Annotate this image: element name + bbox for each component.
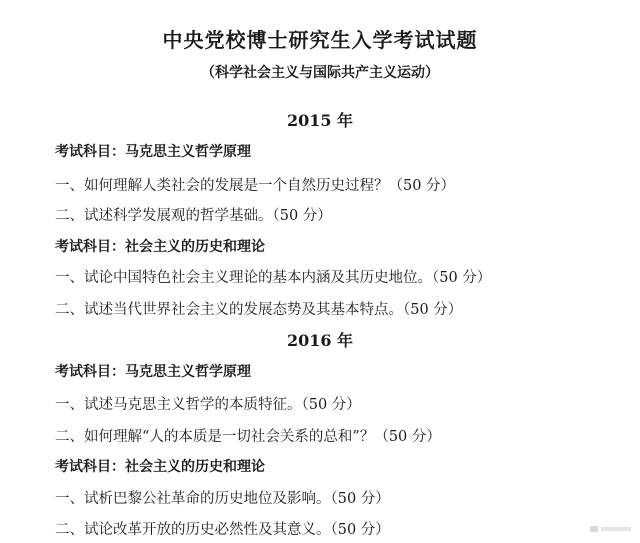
question-item: 二、试述当代世界社会主义的发展态势及其基本特点。（50 分） [55, 302, 463, 318]
document-subtitle: （科学社会主义与国际共产主义运动） [201, 65, 439, 81]
subject-heading: 考试科目：马克思主义哲学原理 [55, 364, 251, 380]
question-item: 二、如何理解“人的本质是一切社会关系的总和”？（50 分） [55, 429, 441, 445]
year-heading-2015: 2015 年 [286, 111, 354, 130]
subject-heading: 考试科目：社会主义的历史和理论 [55, 459, 265, 475]
question-item: 二、试述科学发展观的哲学基础。（50 分） [55, 208, 332, 224]
question-item: 二、试论改革开放的历史必然性及其意义。（50 分） [55, 522, 390, 538]
subject-heading: 考试科目：社会主义的历史和理论 [55, 239, 265, 255]
watermark-mark [590, 523, 632, 535]
document-title: 中央党校博士研究生入学考试试题 [162, 28, 478, 52]
question-item: 一、试论中国特色社会主义理论的基本内涵及其历史地位。（50 分） [55, 270, 492, 286]
question-item: 一、试述马克思主义哲学的本质特征。（50 分） [55, 397, 361, 413]
question-item: 一、试析巴黎公社革命的历史地位及影响。（50 分） [55, 491, 390, 507]
question-item: 一、如何理解人类社会的发展是一个自然历史过程？（50 分） [55, 178, 456, 194]
subject-heading: 考试科目：马克思主义哲学原理 [55, 144, 251, 160]
year-heading-2016: 2016 年 [286, 331, 354, 350]
